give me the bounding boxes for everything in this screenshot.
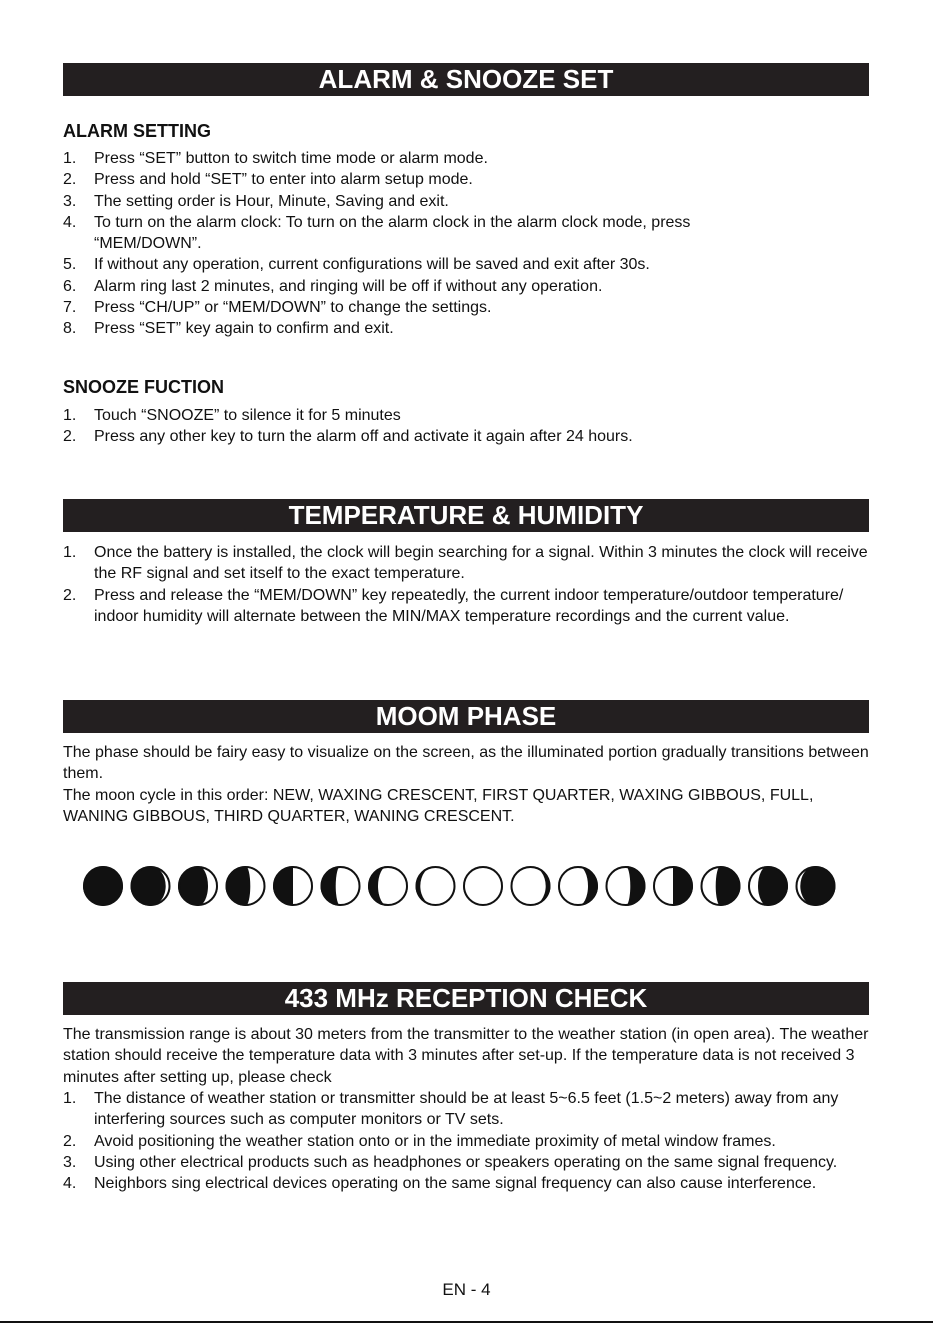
moon-phase-icon (416, 866, 456, 906)
item-text: Press “SET” button to switch time mode or alarm mode. (94, 150, 488, 167)
moon-phase-icon (226, 866, 266, 906)
list-item (63, 585, 869, 628)
footer-divider (0, 1321, 933, 1323)
moon-phase-icon (273, 866, 313, 906)
moon-paragraph: The phase should be fairy easy to visualize on the screen, as the illuminated portion gradually transitions between them. (63, 744, 869, 783)
item-number: 1. (63, 1090, 77, 1107)
moon-phase-icons (81, 863, 841, 909)
list-item (63, 254, 869, 275)
section-banner-reception: 433 MHz RECEPTION CHECK (63, 982, 869, 1015)
item-number: 7. (63, 299, 77, 317)
item-number: 1. (63, 407, 77, 424)
list-item (63, 426, 869, 447)
list-item (63, 169, 869, 190)
moon-phase-icon (83, 866, 123, 906)
list-item (63, 1088, 869, 1131)
item-text: The setting order is Hour, Minute, Saving and exit. (94, 192, 449, 210)
page-number: EN - 4 (442, 1280, 491, 1299)
moon-phase-icon (511, 866, 551, 906)
item-text: Using other electrical products such as headphones or speakers operating on the same signal frequency. (94, 1153, 838, 1171)
item-number: 2. (63, 1132, 77, 1150)
item-text: Once the battery is installed, the clock will begin searching for a signal. Within 3 minutes the clock will receive the RF signal and set itself to the exact temperature. (94, 544, 868, 583)
moon-lit-portion (293, 866, 313, 906)
item-text: To turn on the alarm clock: To turn on the alarm clock in the alarm clock mode, press “MEM/DOWN”. (94, 213, 691, 253)
item-number: 8. (63, 320, 77, 338)
moon-paragraph: The moon cycle in this order: NEW, WAXING CRESCENT, FIRST QUARTER, WAXING GIBBOUS, FULL, WANING GIBBOUS, THIRD QUARTER, WANING CRESCENT. (63, 787, 814, 826)
section-banner-moon-phase: MOOM PHASE (63, 700, 869, 733)
item-text: Touch “SNOOZE” to silence it for 5 minutes (94, 407, 401, 424)
item-text: Press any other key to turn the alarm off and activate it again after 24 hours. (94, 428, 633, 446)
item-number: 2. (63, 428, 77, 446)
alarm-setting-heading: ALARM SETTING (63, 121, 211, 141)
list-item (63, 1173, 869, 1194)
item-number: 3. (63, 192, 77, 210)
item-number: 3. (63, 1153, 77, 1171)
temperature-list (63, 542, 869, 627)
list-item (63, 405, 869, 426)
item-number: 1. (63, 150, 77, 167)
moon-phase-icon (653, 866, 693, 906)
moon-phase-icon (796, 866, 836, 906)
moon-phase-icon (558, 866, 598, 906)
item-number: 6. (63, 277, 77, 295)
item-text: Press “SET” key again to confirm and exit. (94, 320, 394, 338)
item-text: Press and release the “MEM/DOWN” key repeatedly, the current indoor temperature/outdoor temperature/ indoor humidity will alternate between the MIN/MAX temperature recordings and the current value. (94, 586, 844, 625)
list-item (63, 318, 869, 339)
moon-phase-icons-svg (81, 863, 841, 909)
list-item (63, 148, 869, 169)
moon-phase-icon (368, 866, 408, 906)
item-text: Avoid positioning the weather station onto or in the immediate proximity of metal window frames. (94, 1132, 776, 1150)
list-item (63, 297, 869, 318)
moon-phase-icon (606, 866, 646, 906)
item-text: Neighbors sing electrical devices operating on the same signal frequency can also cause interference. (94, 1175, 817, 1193)
item-number: 4. (63, 1175, 77, 1193)
list-item (63, 276, 869, 297)
snooze-list (63, 405, 869, 448)
alarm-setting-list (63, 148, 869, 340)
moon-phase-icon (748, 866, 788, 906)
item-number: 2. (63, 586, 77, 604)
item-text: Press and hold “SET” to enter into alarm setup mode. (94, 171, 473, 189)
section-banner-alarm: ALARM & SNOOZE SET (63, 63, 869, 96)
moon-phase-icon (701, 866, 741, 906)
moon-lit-portion (378, 866, 408, 906)
moon-phase-icon (463, 866, 503, 906)
list-item (63, 1152, 869, 1173)
moon-phase-icon (321, 866, 361, 906)
moon-lit-portion (558, 866, 588, 906)
item-number: 1. (63, 544, 77, 561)
list-item (63, 542, 869, 585)
item-text: If without any operation, current configurations will be saved and exit after 30s. (94, 256, 650, 274)
item-text: The distance of weather station or transmitter should be at least 5~6.5 feet (1.5~2 meters) away from any interfering sources such as computer monitors or TV sets. (94, 1090, 839, 1129)
moon-phase-icon (178, 866, 218, 906)
list-item (63, 212, 869, 255)
item-text: Press “CH/UP” or “MEM/DOWN” to change the settings. (94, 299, 492, 317)
list-item (63, 191, 869, 212)
item-number: 5. (63, 256, 77, 274)
reception-list (63, 1088, 869, 1194)
item-number: 4. (63, 213, 77, 231)
section-banner-temperature: TEMPERATURE & HUMIDITY (63, 499, 869, 532)
item-text: Alarm ring last 2 minutes, and ringing will be off if without any operation. (94, 277, 603, 295)
item-number: 2. (63, 171, 77, 189)
snooze-function-heading: SNOOZE FUCTION (63, 377, 224, 397)
reception-intro: The transmission range is about 30 meters from the transmitter to the weather station (in open area). The weather station should receive the temperature data with 3 minutes after set-up. If the temperature data is not received 3 minutes after setting up, please check (63, 1026, 869, 1086)
moon-phase-icon (131, 866, 171, 906)
moon-lit-portion (653, 866, 673, 906)
list-item (63, 1131, 869, 1152)
